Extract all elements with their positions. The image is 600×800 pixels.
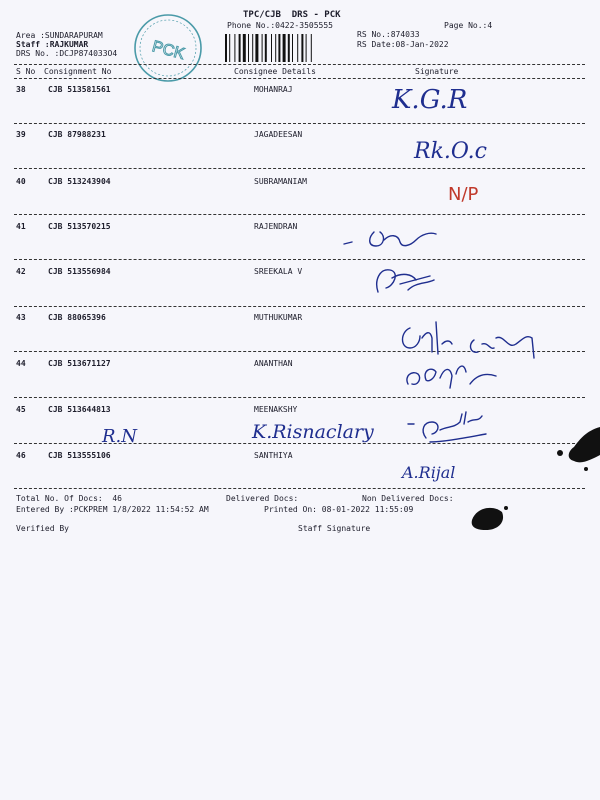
barcode-bar — [225, 34, 227, 62]
row-consignee: SANTHIYA — [254, 451, 293, 460]
row-sno: 38 — [16, 85, 26, 94]
barcode-bar — [271, 34, 272, 62]
row-consignee: MOHANRAJ — [254, 85, 293, 94]
stamp-label: PCK — [150, 38, 187, 64]
verified-by: Verified By — [16, 524, 69, 533]
row-consignment: CJB 88065396 — [48, 313, 106, 322]
signature-row-41 — [340, 220, 450, 256]
barcode-bar — [311, 34, 312, 62]
non-delivered-docs: Non Delivered Docs: — [362, 494, 454, 503]
barcode-bar — [248, 34, 249, 62]
col-consignment: Consignment No — [44, 67, 112, 76]
document-title: TPC/CJB DRS - PCK — [243, 10, 341, 20]
col-signature: Signature — [415, 67, 459, 76]
barcode-bar — [297, 34, 298, 62]
row-sno: 40 — [16, 177, 26, 186]
staff-signature-label: Staff Signature — [298, 524, 371, 533]
col-consignee: Consignee Details — [234, 67, 316, 76]
header-rule-top — [14, 64, 585, 65]
row-divider — [14, 123, 585, 124]
header-rule-bottom — [14, 78, 585, 79]
row-consignment: CJB 513671127 — [48, 359, 111, 368]
row-sno: 41 — [16, 222, 26, 231]
barcode-bar — [288, 34, 290, 62]
barcode-bar — [262, 34, 263, 62]
row-consignment: CJB 513581561 — [48, 85, 111, 94]
barcode-bar — [306, 34, 307, 62]
row-consignee: MUTHUKUMAR — [254, 313, 303, 322]
total-docs: Total No. Of Docs: 46 — [16, 494, 122, 503]
row-consignment: CJB 87988231 — [48, 130, 106, 139]
pck-stamp — [131, 13, 205, 83]
ink-blot-right — [530, 425, 600, 475]
signature-row-45-mid — [250, 410, 390, 450]
row-consignment: CJB 513555106 — [48, 451, 111, 460]
staff-field: Staff :RAJKUMAR — [16, 40, 89, 49]
printed-on: Printed On: 08-01-2022 11:55:09 — [264, 505, 414, 514]
barcode-bar — [239, 34, 241, 62]
handwriting-row39: Rk.O.c — [414, 139, 487, 164]
row-divider — [14, 214, 585, 215]
barcode-bar — [275, 34, 276, 62]
area-field: Area :SUNDARAPURAM — [16, 31, 103, 40]
row-consignment: CJB 513570215 — [48, 222, 111, 231]
row-consignee: ANANTHAN — [254, 359, 293, 368]
row-consignee: RAJENDRAN — [254, 222, 298, 231]
delivered-docs: Delivered Docs: — [226, 494, 299, 503]
row-consignment: CJB 513243904 — [48, 177, 111, 186]
row-divider — [14, 488, 585, 489]
barcode — [225, 34, 350, 62]
row-divider — [14, 306, 585, 307]
signature-row-38 — [388, 80, 518, 120]
row-consignment: CJB 513644813 — [48, 405, 111, 414]
signature-row-42 — [372, 262, 442, 298]
barcode-bar — [229, 34, 230, 62]
entered-by: Entered By :PCKPREM 1/8/2022 11:54:52 AM — [16, 505, 209, 514]
signature-row-40 — [446, 176, 506, 208]
barcode-bar — [265, 34, 267, 62]
phone-number: Phone No.:0422-3505555 — [227, 21, 333, 30]
row-sno: 46 — [16, 451, 26, 460]
barcode-bar — [292, 34, 293, 62]
row-sno: 42 — [16, 267, 26, 276]
signature-row-45-right — [404, 404, 494, 446]
row-consignee: SREEKALA V — [254, 267, 303, 276]
rs-date: RS Date:08-Jan-2022 — [357, 40, 449, 49]
row-divider — [14, 397, 585, 398]
signature-row-44 — [404, 354, 524, 394]
barcode-bar — [252, 34, 253, 62]
row-consignee: JAGADEESAN — [254, 130, 303, 139]
barcode-bar — [301, 34, 303, 62]
barcode-bar — [243, 34, 246, 62]
barcode-bar — [283, 34, 286, 62]
handwriting-row38: K.G.R — [392, 85, 468, 115]
row-sno: 39 — [16, 130, 26, 139]
handwriting-row45-left: R.N — [102, 426, 138, 447]
barcode-bar — [234, 34, 235, 62]
row-consignee: SUBRAMANIAM — [254, 177, 307, 186]
handwriting-row46: A.Rijal — [402, 463, 456, 482]
signature-row-45-left — [100, 420, 160, 450]
row-consignee: MEENAKSHY — [254, 405, 298, 414]
handwriting-row45-mid: K.Risnaclary — [252, 421, 374, 443]
page-number: Page No.:4 — [444, 21, 493, 30]
row-divider — [14, 259, 585, 260]
col-sno: S No — [16, 67, 36, 76]
row-consignment: CJB 513556984 — [48, 267, 111, 276]
signature-row-39 — [410, 130, 550, 170]
barcode-bar — [278, 34, 280, 62]
drs-number: DRS No. :DCJP874033O4 — [16, 49, 118, 58]
rs-number: RS No.:874033 — [357, 30, 420, 39]
ink-blot-bottom — [462, 498, 512, 538]
barcode-bar — [255, 34, 258, 62]
row-sno: 43 — [16, 313, 26, 322]
signature-row-46 — [400, 456, 490, 490]
row-sno: 44 — [16, 359, 26, 368]
row-sno: 45 — [16, 405, 26, 414]
handwriting-row40: N/P — [448, 184, 479, 205]
